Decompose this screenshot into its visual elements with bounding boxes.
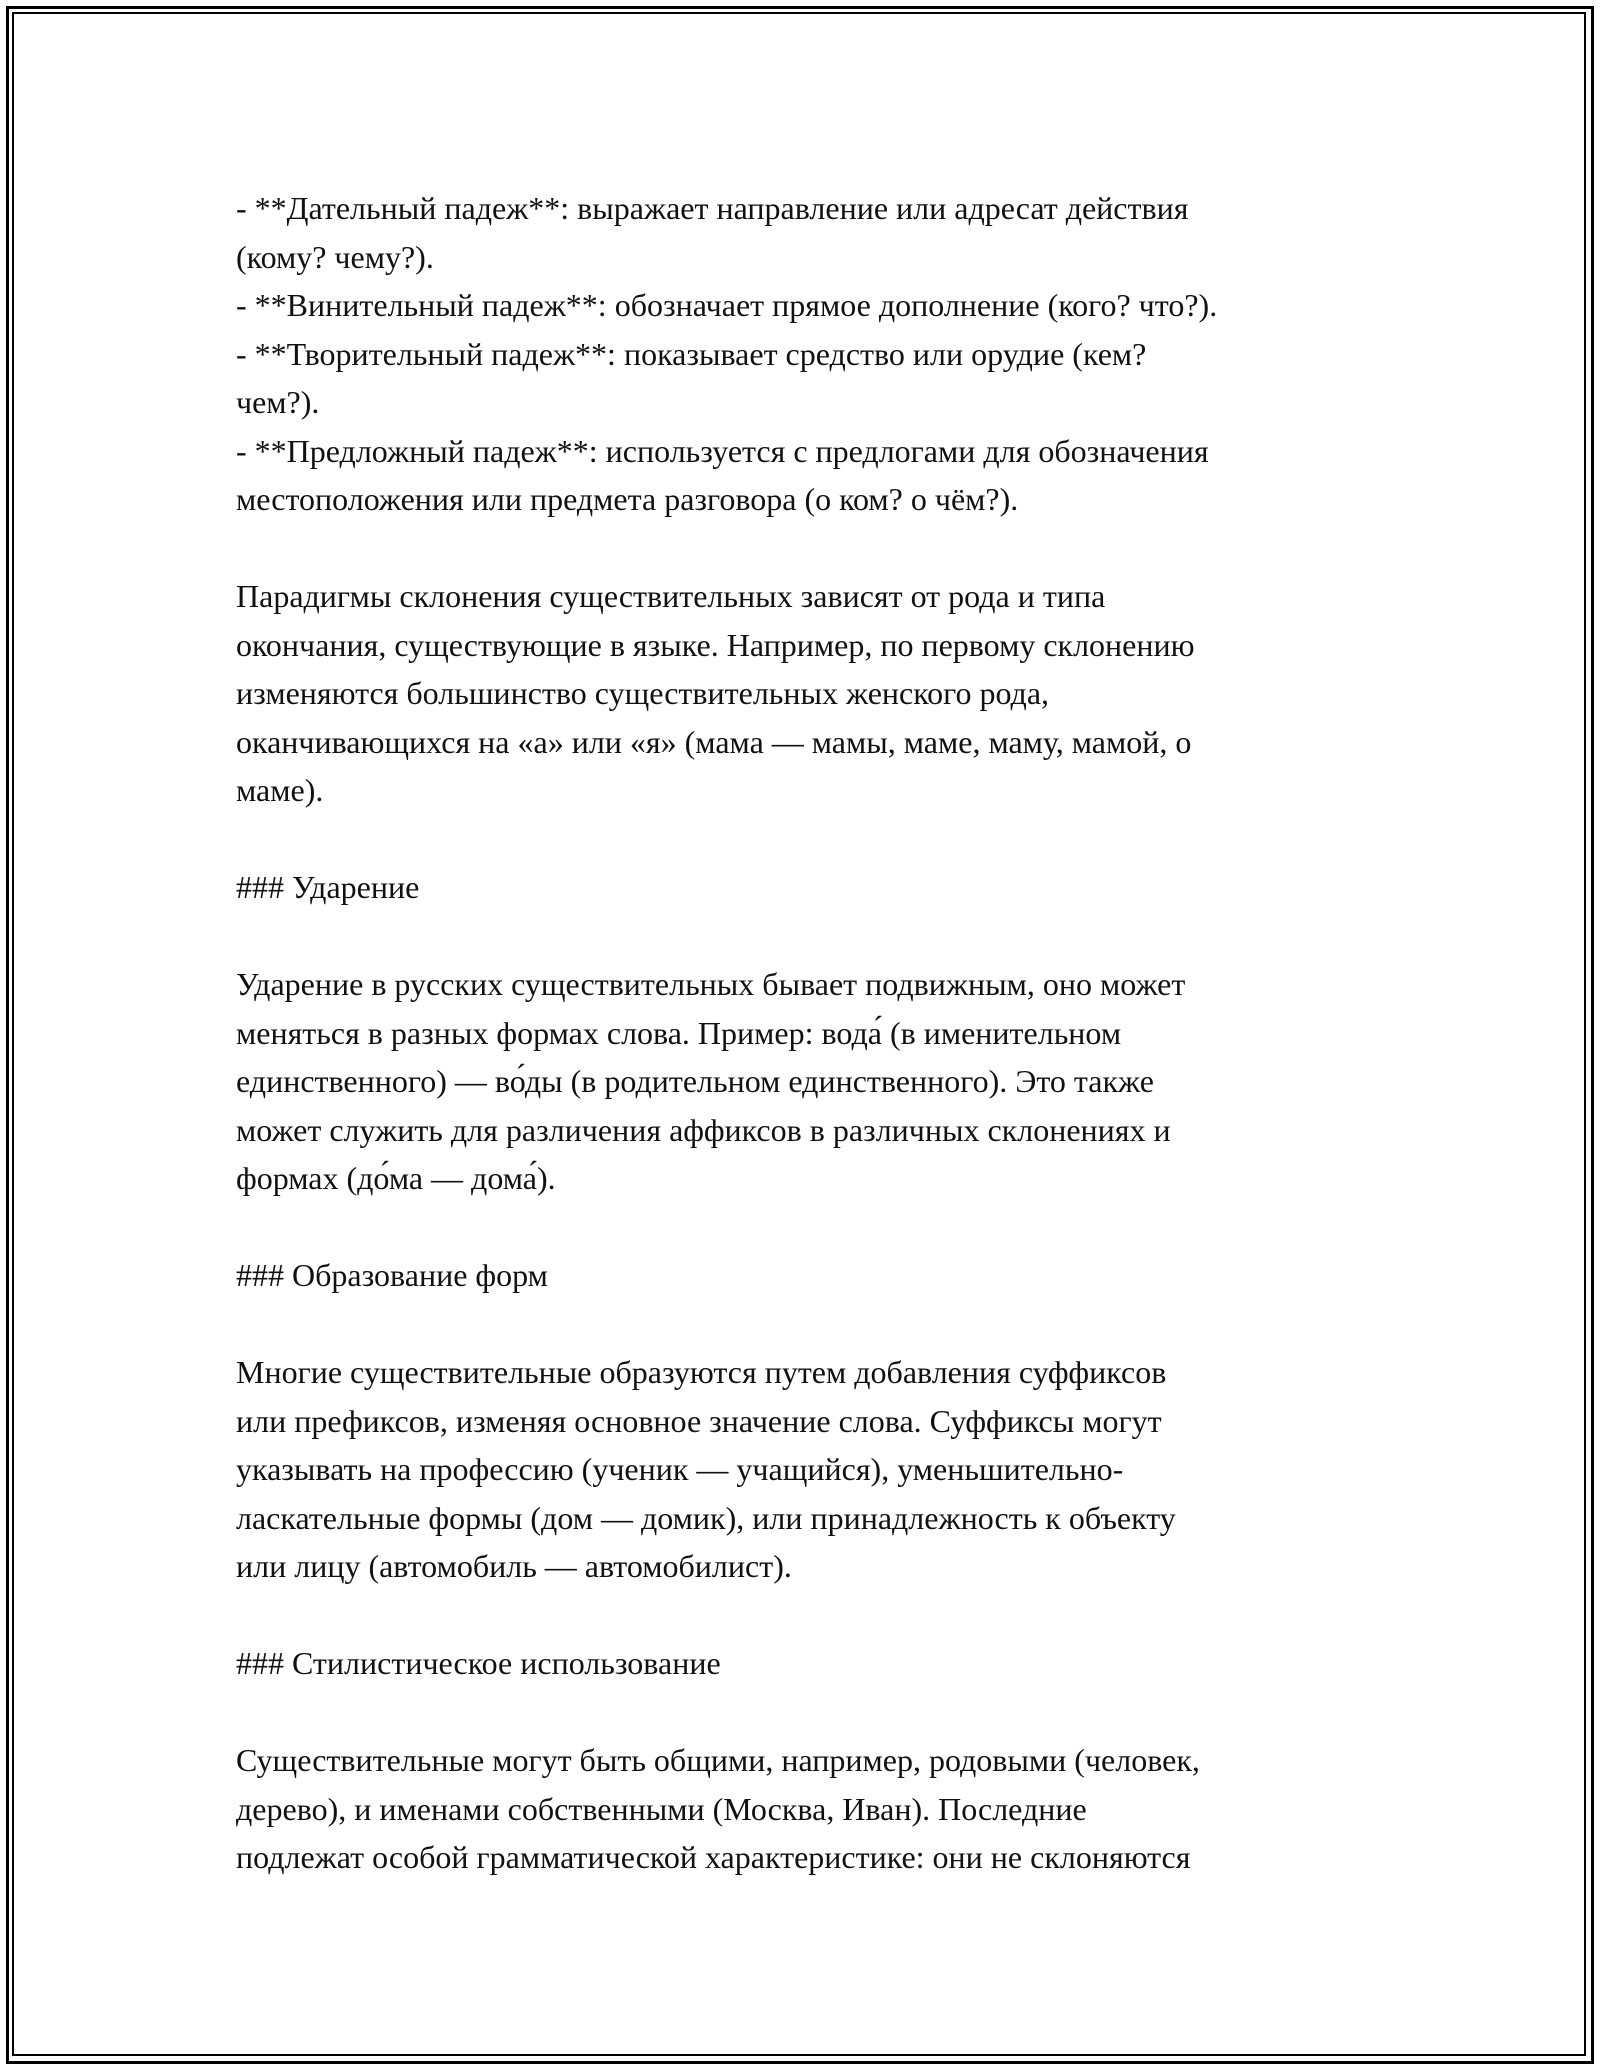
paragraph-line: указывать на профессию (ученик — учащийся), уменьшительно- [236, 1451, 1124, 1487]
paragraph-line: единственного) — во́ды (в родительном единственного). Это также [236, 1063, 1154, 1099]
list-item-prepositional-cont: местоположения или предмета разговора (о ком? о чём?). [236, 481, 1019, 517]
paragraph-line: или префиксов, изменяя основное значение слова. Суффиксы могут [236, 1402, 1162, 1439]
paragraph-line: дерево), и именами собственными (Москва, Иван). Последние [236, 1790, 1087, 1827]
list-item-accusative: - **Винительный падеж**: обозначает прямое дополнение (кого? что?). [236, 287, 1218, 323]
paragraph-line: маме). [236, 772, 324, 808]
stress-paragraph [236, 960, 1386, 1203]
paragraph-line: может служить для различения аффиксов в различных склонениях и [236, 1111, 1171, 1148]
paragraph-line: формах (до́ма — дома́). [236, 1160, 556, 1196]
list-item-instrumental: - **Творительный падеж**: показывает средство или орудие (кем? [236, 335, 1147, 372]
list-item-dative-cont: (кому? чему?). [236, 238, 434, 275]
paragraph-line: окончания, существующие в языке. Например, по первому склонению [236, 626, 1195, 663]
case-list [236, 184, 1386, 524]
paragraph-line: Парадигмы склонения существительных зависят от рода и типа [236, 578, 1106, 614]
paragraph-line: ласкательные формы (дом — домик), или принадлежность к объекту [236, 1499, 1176, 1536]
paragraph-line: или лицу (автомобиль — автомобилист). [236, 1548, 792, 1584]
paragraph-line: Многие существительные образуются путем добавления суффиксов [236, 1354, 1167, 1390]
paragraph-line: изменяются большинство существительных женского рода, [236, 675, 1050, 711]
paragraph-line: Ударение в русских существительных бывает подвижным, оно может [236, 966, 1186, 1002]
section-heading: ### Ударение [236, 869, 420, 905]
paragraph-line: меняться в разных формах слова. Пример: вода́ (в именительном [236, 1014, 1122, 1051]
section-heading: ### Стилистическое использование [236, 1645, 721, 1681]
list-item-instrumental-cont: чем?). [236, 384, 320, 420]
list-item-prepositional: - **Предложный падеж**: используется с предлогами для обозначения [236, 432, 1209, 469]
paragraph-line: подлежат особой грамматической характеристике: они не склоняются [236, 1839, 1191, 1875]
paragraph-line: оканчивающихся на «а» или «я» (мама — мамы, маме, маму, мамой, о [236, 723, 1192, 760]
formation-paragraph [236, 1348, 1386, 1591]
section-heading: ### Образование форм [236, 1257, 548, 1293]
list-item-dative: - **Дательный падеж**: выражает направление или адресат действия [236, 190, 1189, 226]
document-body [236, 184, 1386, 1930]
style-heading [236, 1639, 1386, 1688]
formation-heading [236, 1251, 1386, 1300]
stress-heading [236, 863, 1386, 912]
style-paragraph [236, 1736, 1386, 1882]
paragraph-line: Существительные могут быть общими, например, родовыми (человек, [236, 1742, 1200, 1778]
paradigms-paragraph [236, 572, 1386, 815]
